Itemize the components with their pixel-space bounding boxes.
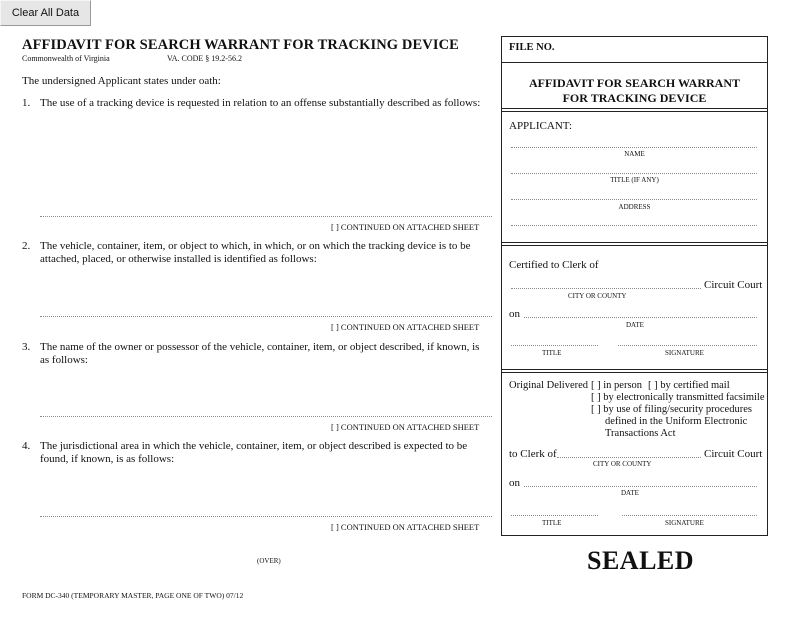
item-1-field[interactable] (40, 115, 496, 217)
city-county-label: CITY OR COUNTY (568, 292, 627, 300)
file-no-box (502, 37, 767, 63)
delivery-title-line[interactable] (511, 515, 598, 516)
item-3-text-1: The name of the owner or possessor of the vehicle, container, item, or object described, if known, is (40, 341, 480, 353)
circuit-court-label: Circuit Court (704, 279, 763, 291)
item-3-text-2: as follows: (40, 354, 88, 366)
title-if-any-label: TITLE (IF ANY) (610, 176, 659, 184)
panel-title-box (502, 63, 767, 109)
date-label: DATE (626, 321, 644, 329)
item-3-field[interactable] (40, 370, 496, 416)
item-1-text: The use of a tracking device is requested in relation to an offense substantially described as follows: (40, 97, 481, 109)
right-panel (501, 36, 768, 536)
jurisdiction-label: Commonwealth of Virginia (22, 54, 110, 63)
item-2-line (40, 316, 492, 317)
item-2-text-2: attached, placed, or otherwise installed is identified as follows: (40, 253, 317, 265)
delivery-signature-line[interactable] (622, 515, 757, 516)
item-2-continued[interactable]: [ ] CONTINUED ON ATTACHED SHEET (331, 322, 480, 332)
address-line-2[interactable] (511, 225, 757, 226)
delivery-on-label: on (509, 477, 520, 489)
panel-title-line-1: AFFIDAVIT FOR SEARCH WARRANT (528, 76, 741, 90)
code-reference: VA. CODE § 19.2-56.2 (167, 54, 242, 63)
delivery-clerk-line[interactable] (557, 457, 701, 458)
item-2-text-1: The vehicle, container, item, or object to which, in which, or on which the tracking device is to be (40, 240, 471, 252)
item-1-continued[interactable]: [ ] CONTINUED ON ATTACHED SHEET (331, 222, 480, 232)
on-label: on (509, 308, 520, 320)
signature-label: SIGNATURE (665, 349, 704, 357)
clear-all-data-button[interactable]: Clear All Data (0, 0, 91, 26)
delivery-city-county-label: CITY OR COUNTY (593, 460, 652, 468)
sealed-stamp: SEALED (587, 546, 695, 575)
item-3-line (40, 416, 492, 417)
address-label: ADDRESS (618, 203, 651, 211)
in-person-option[interactable]: [ ] in person (591, 380, 643, 391)
item-4-text-1: The jurisdictional area in which the vehicle, container, item, or object described is expected to be (40, 440, 468, 452)
item-4-text-2: found, if known, is as follows: (40, 453, 175, 465)
filing-option[interactable]: [ ] by use of filing/security procedures (591, 404, 752, 415)
certified-clerk-line[interactable] (511, 288, 701, 289)
name-label: NAME (624, 150, 645, 158)
original-delivered-label: Original Delivered (509, 380, 589, 391)
panel-title (502, 76, 767, 106)
item-1-number: 1. (22, 97, 31, 109)
certified-title-line[interactable] (511, 345, 598, 346)
item-3-number: 3. (22, 341, 31, 353)
over-label: (OVER) (257, 557, 281, 565)
delivery-title-label: TITLE (542, 519, 562, 527)
panel-title-line-2: FOR TRACKING DEVICE (562, 91, 707, 105)
certified-box (502, 245, 767, 370)
item-4-continued[interactable]: [ ] CONTINUED ON ATTACHED SHEET (331, 522, 480, 532)
delivery-date-line[interactable] (524, 486, 757, 487)
to-clerk-label: to Clerk of (509, 448, 557, 460)
file-no-label: FILE NO. (509, 42, 555, 53)
filing-option-line-2: defined in the Uniform Electronic (605, 416, 748, 427)
item-4-line (40, 516, 492, 517)
item-2-number: 2. (22, 240, 31, 252)
delivery-circuit-court-label: Circuit Court (704, 448, 763, 460)
address-line-1[interactable] (511, 199, 757, 200)
delivery-box (502, 372, 767, 535)
certified-date-line[interactable] (524, 317, 757, 318)
applicant-label: APPLICANT: (509, 120, 573, 132)
item-1-line (40, 216, 492, 217)
item-4-number: 4. (22, 440, 31, 452)
item-4-field[interactable] (40, 470, 496, 516)
form-id: FORM DC-340 (TEMPORARY MASTER, PAGE ONE OF TWO) 07/12 (22, 591, 244, 600)
file-no-input[interactable] (564, 41, 764, 59)
filing-option-line-3: Transactions Act (605, 428, 676, 439)
certified-label: Certified to Clerk of (509, 259, 599, 271)
item-3-continued[interactable]: [ ] CONTINUED ON ATTACHED SHEET (331, 422, 480, 432)
delivery-date-label: DATE (621, 489, 639, 497)
delivery-signature-label: SIGNATURE (665, 519, 704, 527)
title-line[interactable] (511, 173, 757, 174)
fax-option[interactable]: [ ] by electronically transmitted facsimile (591, 392, 765, 403)
certified-signature-line[interactable] (618, 345, 757, 346)
title-sig-label: TITLE (542, 349, 562, 357)
applicant-box (502, 111, 767, 243)
certified-mail-option[interactable]: [ ] by certified mail (648, 380, 730, 391)
item-2-field[interactable] (40, 270, 496, 316)
form-title: AFFIDAVIT FOR SEARCH WARRANT FOR TRACKING DEVICE (22, 37, 459, 53)
name-line[interactable] (511, 147, 757, 148)
intro-text: The undersigned Applicant states under oath: (22, 75, 221, 87)
